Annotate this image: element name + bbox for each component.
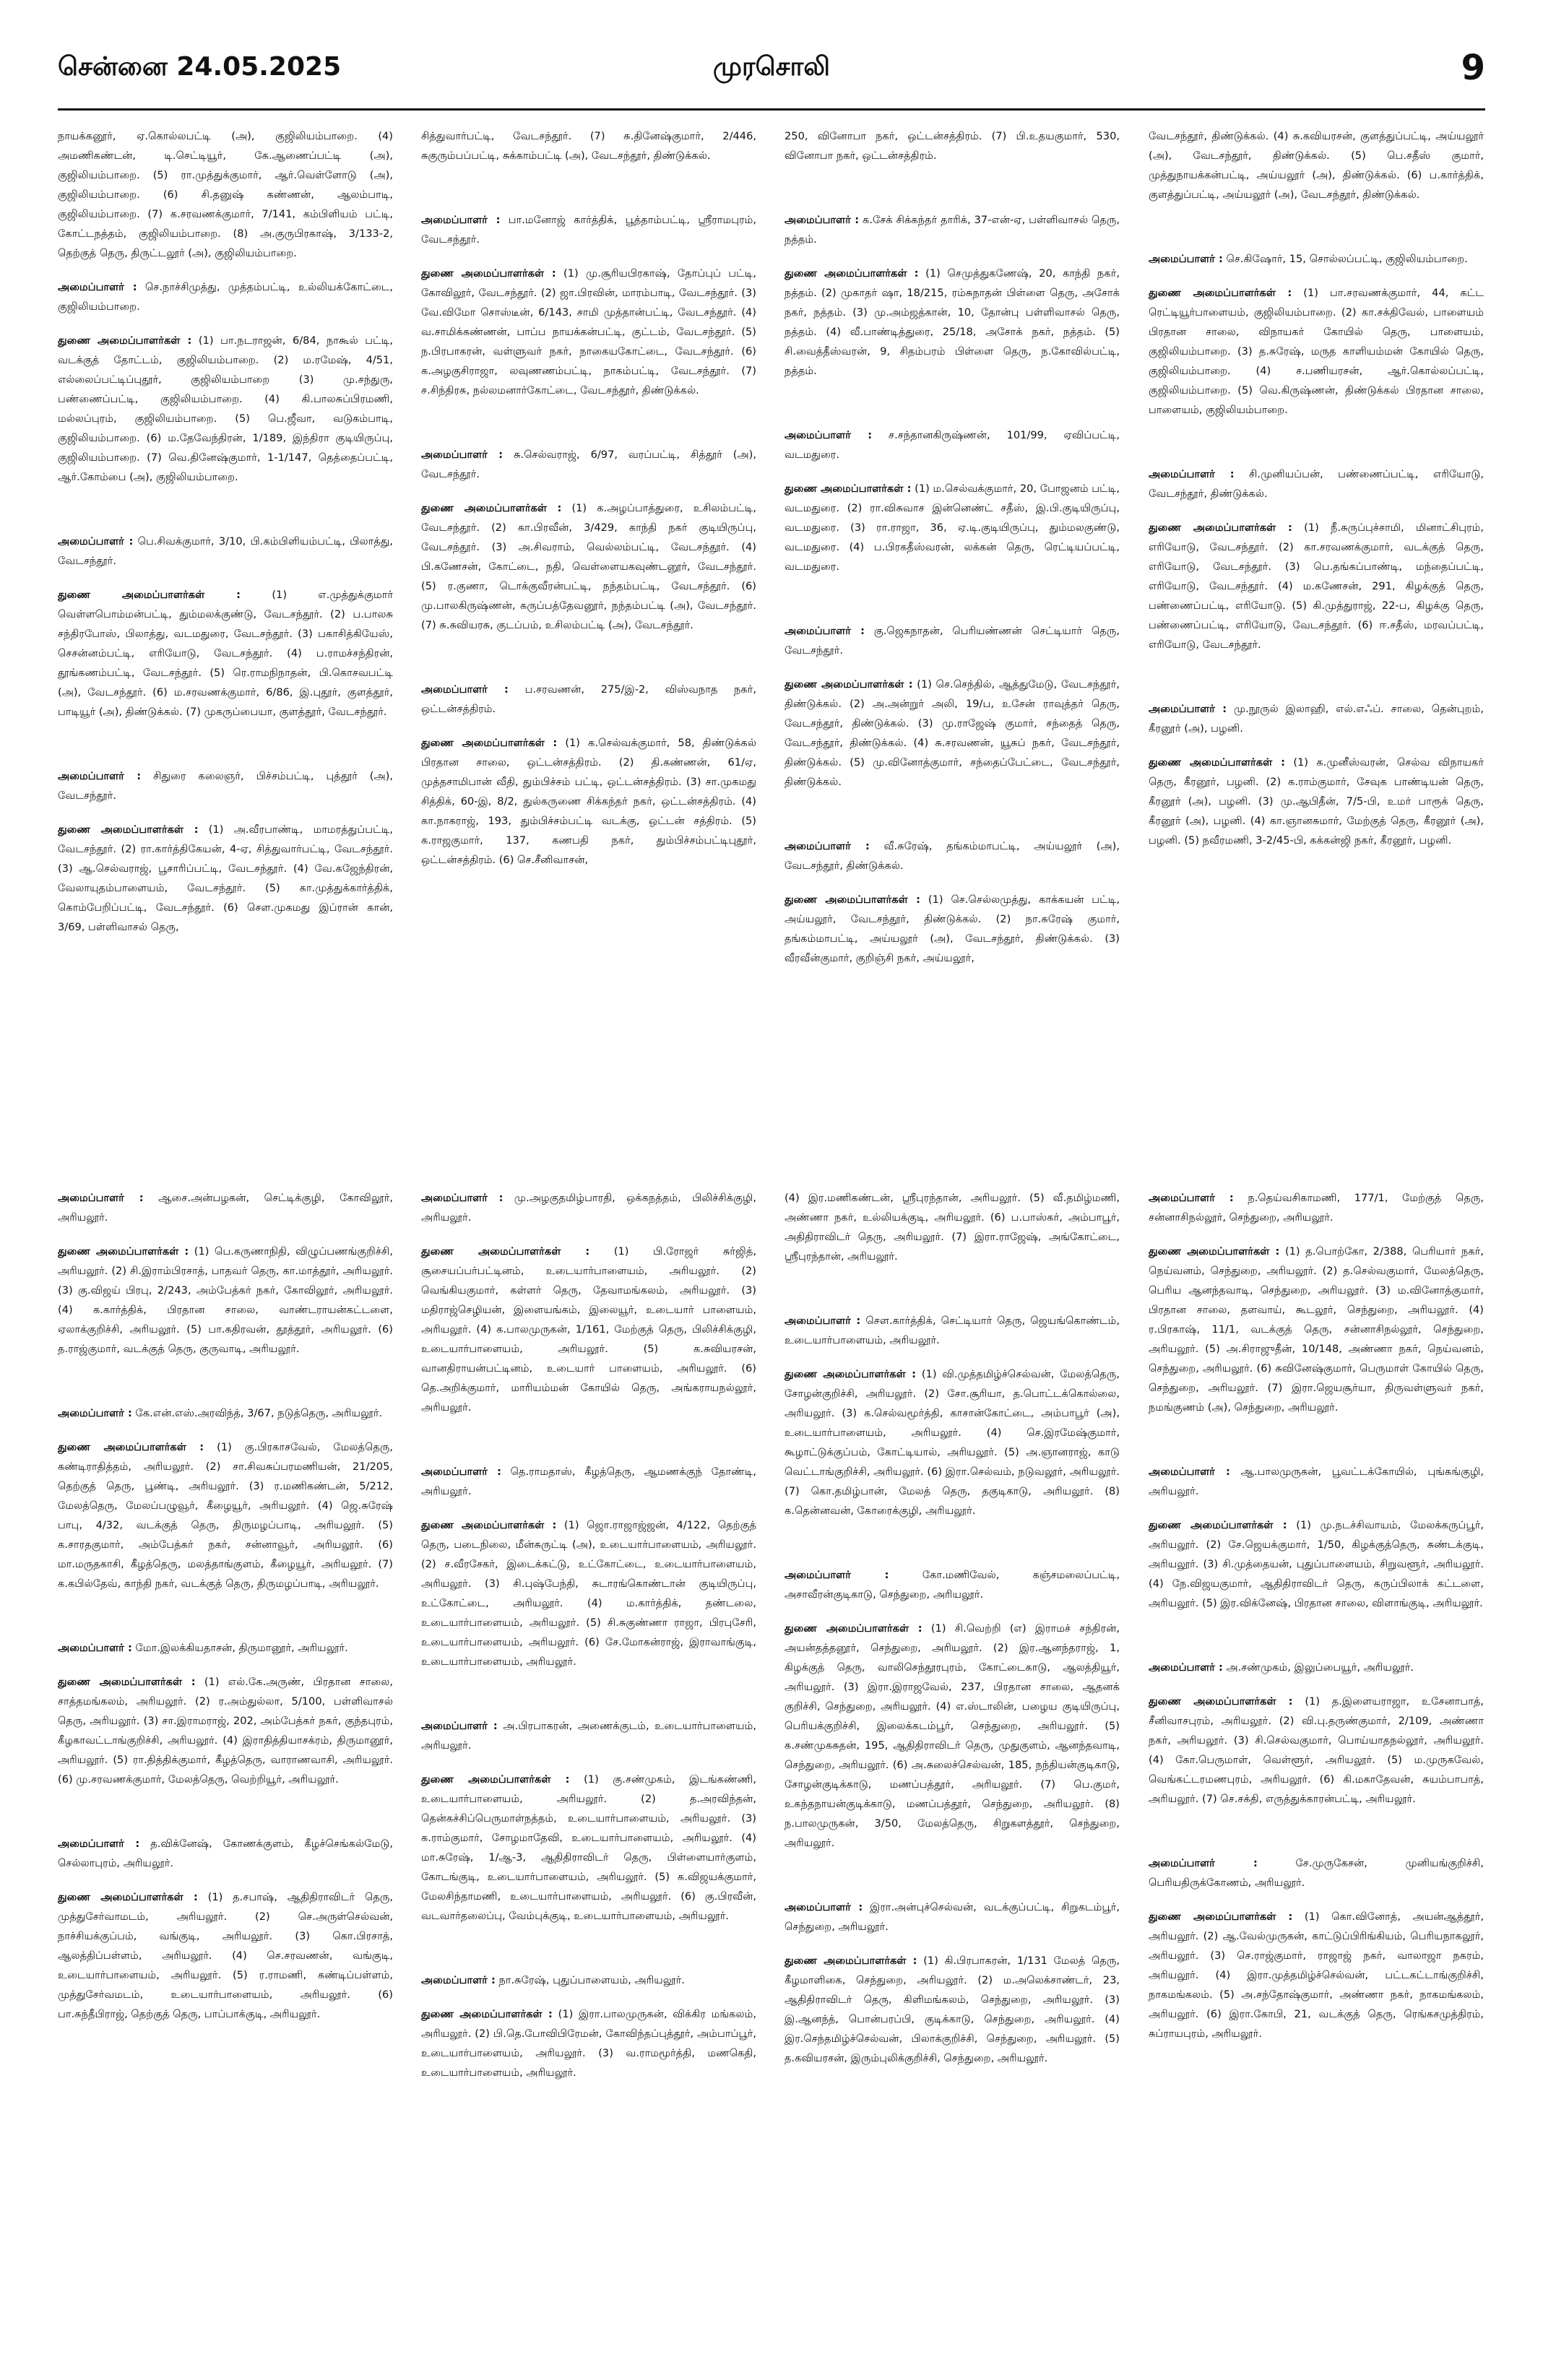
entry-label: துணை அமைப்பாளர்கள் : (421, 737, 558, 749)
entry-text: இரா.அன்புச்செல்வன், வடக்குப்பட்டி, சிறுகடம்பூர், செந்துறை, அரியலூர். (785, 1901, 1120, 1933)
entry-paragraph (1149, 1242, 1484, 1417)
entry-label: துணை அமைப்பாளர்கள் : (58, 334, 192, 347)
entry-text: நா.சுரேஷ், புதுப்பாளையம், அரியலூர். (498, 1974, 685, 1986)
entry-paragraph (1149, 1692, 1484, 1809)
entry-paragraph (1149, 518, 1484, 654)
entry-label: துணை அமைப்பாளர்கள் : (58, 1891, 198, 1903)
entry-text: (1) பி.ரோஜர் சுர்ஜித், சூசையப்பர்பட்டினம், உடையார்பாளையம், அரியலூர். (2) வெங்கியகுமார், கள்ளர் தெரு, தேவாமங்கலம், அரியலூர். (3) மதிராஜ்செழியன், இளையங்கம், இலையூர், உடையார் பாளையம், அரியலூர். (4) க.பாலமுருகன், 1/161, மேற்குத் தெரு, பிலிச்சிக்குழி, உடையார்பாளையம், அரியலூர். (5) க.சுவியரசன், வானதிராயன்பட்டினம், உடையார் பாளையம், அரியலூர். (6) தெ.அறிக்குமார், மாரியம்மன் கோயில் தெரு, அங்கராயநல்லூர், அரியலூர். (421, 1245, 756, 1414)
entry-label: அமைப்பாளர் : (1149, 703, 1227, 715)
entry-text: (1) கி.பிரபாகரன், 1/131 மேலத் தெரு, கீழமாளிகை, செந்துறை, அரியலூர். (2) ம.அலெக்சாண்டர், 23, ஆதிதிராவிடர் தெரு, கிளிமங்கலம், செந்துறை, அரியலூர். (3) இ.ஆனந்த், பொன்பரப்பி, குடிக்காடு, செந்துறை, அரியலூர். (4) இர.செந்தமிழ்ச்செல்வன், பிலாக்குறிச்சி, செந்துறை, அரியலூர். (5) த.கவியரசன், இரும்புலிக்குறிச்சி, செந்துறை, அரியலூர். (785, 1955, 1120, 2064)
entry-text: பா.மனோஜ் கார்த்திக், பூத்தாம்பட்டி, ஸ்ரீராமபுரம், வேடசந்தூர். (421, 214, 756, 246)
entry-text: (1) செ.செல்லமுத்து, காக்கயன் பட்டி, அய்யலூர், வேடசந்தூர், திண்டுக்கல். (2) நா.சுரேஷ் குமார், தங்கம்மாபட்டி, அய்யலூர் (அ), வேடசந்தூர், திண்டுக்கல். (3) வீரவீன்குமார், குறிஞ்சி நகர், அய்யலூர், (785, 893, 1120, 964)
entry-label: துணை அமைப்பாளர்கள் : (421, 1519, 557, 1531)
bottom-column-1 (58, 1188, 393, 2038)
entry-paragraph (785, 621, 1120, 660)
entry-label: துணை அமைப்பாளர்கள் : (785, 483, 912, 495)
entry-label: அமைப்பாளர் : (785, 1315, 861, 1327)
entry-label: அமைப்பாளர் : (785, 625, 865, 637)
entry-label: அமைப்பாளர் : (58, 770, 142, 782)
entry-label: அமைப்பாளர் : (58, 1407, 132, 1419)
entry-label: அமைப்பாளர் : (1149, 1466, 1230, 1478)
entry-text: தெ.ராமதாஸ், கீழத்தெரு, ஆமணக்குந் தோண்டி, அரியலூர். (421, 1466, 756, 1497)
entry-label: துணை அமைப்பாளர்கள் : (58, 1441, 204, 1453)
entry-text: (1) க.அழப்பாத்துரை, உசிலம்பட்டி, வேடசந்தூர். (2) கா.பிரவீன், 3/429, காந்தி நகர் குடியிருப்பு, வேடசந்தூர். (3) அ.சிவராம், வெல்லம்பட்டி, வேடசந்தூர். (4) பி.கணேசன், கோட்டை, நதி, வெள்ளையகவுண்டனூர், வேடசந்தூர். (5) ர.குணா, டொக்குவீரன்பட்டி, நந்தம்பட்டி, வேடசந்தூர். (6) மு.பாலகிருஷ்ணன், கருப்பத்தேவனூர், நந்தம்பட்டி (அ), வேடசந்தூர். (7) சு.சுவியரசு, குடப்பம், உசிலம்பட்டி (அ), வேடசந்தூர். (421, 502, 756, 631)
entry-paragraph (785, 1619, 1120, 1853)
entry-paragraph (785, 1188, 1120, 1266)
entry-paragraph (1149, 126, 1484, 204)
entry-text: (1) த.சபாஷ், ஆதிதிராவிடர் தெரு, முத்துசேர்வாமடம், அரியலூர். (2) செ.அருள்செல்வன், நாச்சியக்குப்பம், வங்குடி, அரியலூர். (3) கொ.பிரசாத், ஆலத்திப்பள்ளம், அரியலூர். (4) செ.சரவணன், வங்குடி, உடையார்பாளையம், அரியலூர். (5) ர.ராமணி, கண்டிப்பள்ளம், முத்துசேர்வமடம், உடையார்பாளையம், அரியலூர். (6) பா.சுந்தீபிராஜ், தெற்குத் தெரு, பாப்பாக்குடி, அரியலூர். (58, 1891, 393, 2020)
entry-text: ச.சந்தானகிருஷ்ணன், 101/99, ஏவிப்பட்டி, வடமதுரை. (785, 429, 1120, 461)
entry-paragraph (785, 1364, 1120, 1520)
entry-label: துணை அமைப்பாளர்கள் : (785, 678, 913, 691)
entry-paragraph (58, 766, 393, 805)
entry-paragraph (58, 1887, 393, 2024)
entry-label: அமைப்பாளர் : (785, 840, 870, 852)
entry-label: துணை அமைப்பாளர்கள் : (1149, 522, 1292, 534)
entry-label: துணை அமைப்பாளர்கள் : (785, 267, 919, 280)
entry-paragraph (785, 890, 1120, 968)
entry-paragraph (1149, 1515, 1484, 1613)
entry-text: (1) பா.நடராஜன், 6/84, நாகூல் பட்டி, வடக்குத் தோட்டம், குஜிலியம்பாறை. (2) ம.ரமேஷ், 4/51, எல்லைப்பட்டிப்புதூர், குஜிலியம்பாறை (3) மு.சந்துரு, பண்ணைப்பட்டி, குஜிலியம்பாறை. (4) கி.பாலசுப்பிரமணி, மல்லப்புரம், குஜிலியம்பாறை. (5) பெ.ஜீவா, வடுகம்பாடி, குஜிலியம்பாறை. (6) ம.தேவேந்திரன், 1/189, இந்திரா குடியிருப்பு, குஜிலியம்பாறை. (7) வெ.தினேஷ்குமார், 1-1/147, தெத்தைப்பட்டி, ஆர்.கோம்பை (அ), குஜிலியம்பாறை. (58, 334, 393, 483)
entry-paragraph (785, 836, 1120, 875)
entry-label: துணை அமைப்பாளர்கள் : (1149, 1911, 1293, 1923)
entry-label: அமைப்பாளர் : (1149, 1192, 1234, 1204)
entry-paragraph (421, 1242, 756, 1417)
entry-text: (1) எ.முத்துக்குமார் வெள்ளபொம்மன்பட்டி, தும்மலக்குண்டு, வேடசந்தூர். (2) ப.பாலசு சந்திரபோஸ், பிலாத்து, வடமதுரை, வேடசந்தூர். (3) பகாசித்கியேஸ், செசன்னம்பட்டி, எரியோடு, வேடசந்தூர். (4) ப.ராமச்சந்திரன், தூங்கணம்பட்டி, வேடசந்தூர். (5) ரெ.ராமநிநாதன், பி.கொசவபட்டி (அ), வேடசந்தூர். (6) ம.சரவணக்குமார், 6/86, இ.புதூர், குளத்தூர், பாடியூர் (அ), திண்டுக்கல். (7) முகருப்பையா, குளத்தூர், வேடசந்தூர். (58, 589, 393, 718)
entry-label: அமைப்பாளர் : (1149, 1661, 1223, 1674)
entry-text: நாயக்கனூர், ஏ.கொல்லபட்டி (அ), குஜிலியம்பாறை. (4) அமணிகண்டன், டி.செட்டியூர், கே.ஆணைப்பட்டி (அ), குஜிலியம்பாறை. (5) ரா.முத்துக்குமார், ஆர்.வெள்ளோடு (அ), குஜிலியம்பாறை. (6) சி.தனுஷ் கண்ணன், ஆலம்பாடி, குஜிலியம்பாறை. (7) க.சரவணக்குமார், 7/141, கம்பிளியம் பட்டி, கோட்டநத்தம், குஜிலியம்பாறை. (8) அ.குருபிரகாஷ், 3/133-2, தெற்குத் தெரு, திருட்டலூர் (அ), குஜிலியம்பாறை. (58, 130, 393, 259)
entry-paragraph (1149, 1853, 1484, 1892)
entry-label: துணை அமைப்பாளர்கள் : (58, 589, 241, 601)
entry-paragraph (1149, 283, 1484, 420)
entry-paragraph (58, 1437, 393, 1593)
entry-text: பெ.சிவக்குமார், 3/10, பி.கம்பிளியம்பட்டி, பிலாத்து, வேடசந்தூர். (58, 535, 393, 567)
entry-label: அமைப்பாளர் : (58, 535, 134, 548)
entry-text: வேடசந்தூர், திண்டுக்கல். (4) சு.கவியரசன், குளத்துப்பட்டி, அய்யலூர் (அ), வேடசந்தூர், திண்டுக்கல். (5) பெ.சதீஸ் குமார், முத்துநாயக்கன்பட்டி, அய்யலூர் (அ), திண்டுக்கல். (6) ப.கார்த்திக், குளத்துப்பட்டி, அய்யலூர் (அ), வேடசந்தூர், திண்டுக்கல். (1149, 130, 1484, 201)
entry-text: (4) இர.மணிகண்டன், ஸ்ரீபுரந்தான், அரியலூர். (5) வீ.தமிழ்மணி, அண்ணா நகர், உல்லியக்குடி, அரியலூர். (6) ப.பாஸ்கர், அம்பாபூர், அதிதிராவிடர் தெரு, அரியலூர். (7) இரா.ராஜேஷ், அங்கோட்டை, ஸ்ரீபுரந்தான், அரியலூர். (785, 1192, 1120, 1263)
entry-paragraph (58, 277, 393, 316)
entry-paragraph (58, 1834, 393, 1873)
entry-text: (1) சி.வெற்றி (எ) இராமச் சந்திரன், அயன்தத்தனூர், செந்துறை, அரியலூர். (2) இர.ஆனந்தராஜ், 1, கிழக்குத் தெரு, வாலிசெந்தூரபுரம், கோட்டைகாடு, ஆலத்தியூர், அரியலூர். (3) இரா.இராஜவேல், 237, பிரதான சாலை, ஆதனக் குறிச்சி, செந்துறை, அரியலூர். (4) எ.ஸ்டாலின், பழைய குடியிருப்பு, பெரியக்குறிச்சி, இலைக்கடம்பூர், செந்துறை, அரியலூர். (5) க.சண்முகசுதன், 195, ஆதிதிராவிடர் தெரு, முதுகுளம், ஆனந்தவாடி, செந்துறை, அரியலூர். (6) அ.சுலைச்செல்வன், 185, நந்தியன்குடிகாடு, சோழன்குடிக்காடு, மணப்பத்தூர், அரியலூர். (7) பெ.குமர், உகந்தநாயன்குடிக்காடு, மணப்பத்தூர், செந்துறை, அரியலூர். (8) ந.பாலமுருகன், 3/50, மேலத்தெரு, சிறுகளத்தூர், செந்துறை, அரியலூர். (785, 1622, 1120, 1849)
entry-paragraph (1149, 699, 1484, 738)
entry-label: அமைப்பாளர் : (421, 449, 503, 461)
entry-paragraph (421, 445, 756, 484)
entry-paragraph (58, 1242, 393, 1359)
top-section (58, 126, 1485, 1123)
entry-text: ஆ.பாலமுருகன், பூவட்டக்கோயில், புங்கங்குழி, அரியலூர். (1149, 1466, 1484, 1497)
entry-label: அமைப்பாளர் : (785, 429, 873, 441)
entry-paragraph (421, 733, 756, 870)
page-number: 9 (1461, 48, 1485, 88)
entry-label: துணை அமைப்பாளர்கள் : (421, 502, 562, 514)
entry-text: (1) நீ.சுருப்புச்சாமி, மினாட்சிபுரம், எரியோடு, வேடசந்தூர். (2) கா.சரவணக்குமார், வடக்குத் தெரு, எரியோடு, வேடசந்தூர். (3) பெ.தங்கப்பாண்டி, மந்தைப்பட்டி, எரியோடு, வேடசந்தூர். (4) ம.கணேசன், 291, கிழக்குத் தெரு, பண்ணைப்பட்டி, எரியோடு. (5) கி.முத்துராஜ், 22-ப, கிழக்கு தெரு, பண்ணைப்பட்டி, எரியோடு, வேடசந்தூர். (6) ஈ.சதீஸ், மரவப்பட்டி, எரியோடு, வேடசந்தூர். (1149, 522, 1484, 651)
entry-text: (1) ம.செல்வக்குமார், 20, போஜனம் பட்டி, வடமதுரை. (2) ரா.விசுவாச இன்னெண்ட் சதீஸ், இ.பி.குடியிருப்பு, வடமதுரை. (3) ரா.ராஜா, 36, ஏ.டி.குடியிருப்பு, தும்மலகுண்டு, வடமதுரை. (4) ப.பிரகதீஸ்வரன், லக்கன் தெரு, ரெட்டியப்பட்டி, வடமதுரை. (785, 483, 1120, 573)
newspaper-title: முரசொலி (713, 52, 830, 82)
entry-paragraph (1149, 1188, 1484, 1227)
entry-text: ப.சரவணன், 275/இ-2, விஸ்வநாத நகர், ஒட்டன்சத்திரம். (421, 683, 756, 715)
entry-label: துணை அமைப்பாளர்கள் : (1149, 1245, 1280, 1258)
entry-label: துணை அமைப்பாளர்கள் : (421, 1773, 570, 1786)
entry-paragraph (1149, 1462, 1484, 1501)
entry-paragraph (785, 425, 1120, 464)
entry-text: மோ.இலக்கியதாசன், திருமானூர், அரியலூர். (135, 1642, 348, 1654)
entry-paragraph (421, 1188, 756, 1227)
bottom-column-2 (421, 1188, 756, 2097)
entry-text: சு.செல்வராஜ், 6/97, வரப்பட்டி, சித்தூர் (அ), வேடசந்தூர். (421, 449, 756, 480)
entry-label: துணை அமைப்பாளர்கள் : (785, 893, 920, 906)
entry-label: துணை அமைப்பாளர்கள் : (785, 1955, 917, 1967)
entry-label: அமைப்பாளர் : (1149, 1857, 1258, 1869)
entry-label: துணை அமைப்பாளர்கள் : (421, 267, 556, 280)
entry-paragraph (421, 210, 756, 249)
entry-text: (1) பா.சரவணக்குமார், 44, கட்ட ரெட்டியூர்பாளையம், குஜிலியம்பாறை. (2) கா.சக்திவேல், பாளையம் பிரதான சாலை, விநாயகர் கோயில் தெரு, பாளையம், குஜிலியம்பாறை. (3) த.சுரேஷ், மருத காளியம்மன் கோயில் தெரு, குஜிலியம்பாறை. (4) ச.பணியரசன், ஆர்.கொல்லப்பட்டி, குஜிலியம்பாறை. (5) வெ.கிருஷ்ணன், திண்டுக்கல் பிரதான சாலை, பாளையம், குஜிலியம்பாறை. (1149, 287, 1484, 416)
header-rule (58, 108, 1485, 111)
top-column-4 (1149, 126, 1484, 865)
entry-paragraph (785, 264, 1120, 381)
entry-label: அமைப்பாளர் : (58, 1838, 140, 1850)
entry-text: சி.முனியப்பன், பண்ணைப்பட்டி, எரியோடு, வேடசந்தூர், திண்டுக்கல். (1149, 468, 1484, 500)
entry-text: சித்துவார்பட்டி, வேடசந்தூர். (7) சு.தினேஷ்குமார், 2/446, சுகுரும்பப்பட்டி, சுக்காம்பட்டி (அ), வேடசந்தூர், திண்டுக்கல். (421, 130, 756, 162)
entry-paragraph (58, 820, 393, 937)
entry-text: ந.தெய்வசிகாமணி, 177/1, மேற்குத் தெரு, சன்னாசிநல்லூர், செந்துறை, அரியலூர். (1149, 1192, 1484, 1224)
entry-paragraph (785, 210, 1120, 249)
entry-text: செ.நாச்சிமுத்து, முத்தம்பட்டி, உல்லியக்கோட்டை, குஜிலியம்பாறை. (58, 281, 393, 313)
entry-paragraph (1149, 1907, 1484, 2043)
entry-text: வீ.சுரேஷ், தங்கம்மாபட்டி, அய்யலூர் (அ), வேடசந்தூர், திண்டுக்கல். (785, 840, 1120, 872)
entry-paragraph (58, 1638, 393, 1658)
entry-paragraph (785, 1565, 1120, 1604)
entry-text: (1) இரா.பாலமுருகன், விக்கிர மங்கலம், அரியலூர். (2) பி.தெ.போவிபிரேமன், கோவிந்தப்புத்தூர், அம்பாப்பூர், உடையார்பாளையம், அரியலூர். (3) வ.ராமமூர்த்தி, மணகெதி, உடையார்பாளையம், அரியலூர். (421, 2008, 756, 2079)
entry-label: அமைப்பாளர் : (785, 1901, 863, 1913)
entry-label: அமைப்பாளர் : (1149, 253, 1223, 265)
entry-text: (1) மு.நடச்சிவாயம், மேலக்கருப்பூர், அரியலூர். (2) சே.ஜெயக்குமார், 1/50, கிழக்குத்தெரு, சுண்டக்குடி, அரியலூர். (3) சி.முத்தையன், புதுப்பாளையம், சிறுவளூர், அரியலூர். (4) நே.விஜயகுமார், ஆதிதிராவிடர் தெரு, கருப்பிலாக் கட்டளை, அரியலூர். (5) இர.விக்னேஷ், பிரதான சாலை, விளாங்குடி, அரியலூர். (1149, 1519, 1484, 1609)
entry-paragraph (58, 1188, 393, 1227)
entry-text: 250, வினோபா நகர், ஒட்டன்சத்திரம். (7) பி.உதயகுமார், 530, வினோபா நகர், ஒட்டன்சத்திரம். (785, 130, 1120, 162)
entry-text: (1) எல்.கே.அருண், பிரதான சாலை, சாத்தமங்கலம், அரியலூர். (2) ர.அம்துல்லா, 5/100, பள்ளிவாசல் தெரு, அரியலூர். (3) சா.இராமராஜ், 202, அம்பேத்கர் நகர், குந்தபுரம், கீழகாவட்டாங்குறிச்சி, அரியலூர். (4) இராதித்தியாசக்ரம், திருமானூர், அரியலூர். (5) ரா.தித்திக்குமார், கீழத்தெரு, வாராணவாசி, அரியலூர். (6) மு.சரவணக்குமார், மேலத்தெரு, வெற்றியூர், அரியலூர். (58, 1676, 393, 1786)
entry-label: துணை அமைப்பாளர்கள் : (58, 823, 199, 836)
entry-text: ஆசை.அன்பழகன், செட்டிக்குழி, கோவிலூர், அரியலூர். (58, 1192, 393, 1224)
entry-paragraph (58, 1403, 393, 1423)
entry-paragraph (785, 126, 1120, 165)
entry-paragraph (58, 331, 393, 487)
entry-text: (1) பெ.கருணாநிதி, விழுப்பணங்குறிச்சி, அரியலூர். (2) சி.இராம்பிரசாத், பாதவர் தெரு, கா.மாத்தூர், அரியலூர். (3) கு.விஜய் பிரபு, 2/243, அம்பேத்கர் நகர், கோவிலூர், அரியலூர். (4) க.கார்த்திக், பிரதான சாலை, வாண்டராயன்கட்டளை, ஏலாக்குறிச்சி, அரியலூர். (5) பா.கதிரவன், தூத்தூர், அரியலூர். (6) த.ராஜ்குமார், வடக்குத் தெரு, குருவாடி, அரியலூர். (58, 1245, 393, 1355)
entry-text: (1) கு.சண்முகம், இடங்கண்ணி, உடையார்பாளையம், அரியலூர். (2) த.அரவிந்தன், தென்கச்சிப்பெருமாள்நத்தம், உடையார்பாளையம், அரியலூர். (3) க.ராம்குமார், சோழமாதேவி, உடையார்பாளையம், அரியலூர். (4) மா.சுரேஷ், 1/ஆ-3, ஆதிதிராவிடர் தெரு, பிள்ளையார்குளம், கோடங்குடி, உடையார்பாளையம், அரியலூர். (5) க.விஜயக்குமார், மேலசிந்தாமணி, உடையார்பாளையம், அரியலூர். (6) கு.பிரவீன், வடவார்தலைப்பு, வேம்புக்குடி, உடையார்பாளையம், அரியலூர். (421, 1773, 756, 1922)
entry-label: அமைப்பாளர் : (58, 1642, 132, 1654)
entry-text: (1) க.முனீஸ்வரன், செல்வ விநாயகர் தெரு, கீரனூர், பழனி. (2) க.ராம்குமார், சேவுக பாண்டியன் தெரு, கீரனூர் (அ), பழனி. (3) மு.ஆபிதீன், 7/5-பி, உமர் பாரூக் தெரு, கீரனூர் (அ), பழனி. (4) கா.ஞானசுமார், மேற்குத் தெரு, கீரனூர் (அ), பழனி. (5) நவீரமணி, 3-2/45-பி, கக்கன்ஜி நகர், கீரனூர், பழனி. (1149, 756, 1484, 847)
entry-label: துணை அமைப்பாளர்கள் : (785, 1368, 916, 1380)
entry-text: (1) கொ.வினோத், அயன்ஆத்தூர், அரியலூர். (2) ஆ.வேல்முருகன், காட்டுப்பிரிங்கியம், பெரியநாகலூர், அரியலூர். (3) செ.ராஜ்குமார், ராஜாஜ் நகர், வாலாஜா நகரம், அரியலூர். (4) இரா.முத்தமிழ்ச்செல்வன், பட்டகட்டாங்குறிச்சி, நாகமங்கலம். (5) அ.சந்தோஷ்குமார், அண்ணா நகர், நாகமங்கலம், அரியலூர். (6) இரா.கோபி, 21, வடக்குத் தெரு, ரெங்கசமுத்திரம், சுப்ராயபுரம், அரியலூர். (1149, 1911, 1484, 2040)
entry-label: அமைப்பாளர் : (421, 1192, 503, 1204)
entry-text: (1) அ.வீரபாண்டி, மாமரத்துப்பட்டி, வேடசந்தூர். (2) ரா.கார்த்திகேயன், 4-ஏ, சித்துவார்பட்டி, வேடசந்தூர். (3) ஆ.செல்வராஜ், பூசாரிப்பட்டி, வேடசந்தூர். (4) வே.கஜேந்திரன், வேலாயுதம்பாளையம், வேடசந்தூர். (5) கா.முத்துக்கார்த்திக், கொம்பேறிப்பட்டி, வேடசந்தூர். (6) சௌ.முகமது இப்ரான் கான், 3/69, பள்ளிவாசல் தெரு, (58, 823, 393, 933)
entry-paragraph (421, 1462, 756, 1501)
top-column-1 (58, 126, 393, 951)
entry-label: துணை அமைப்பாளர்கள் : (421, 2008, 553, 2020)
masthead (58, 45, 1485, 103)
entry-text: (1) செ.செந்தில், ஆத்துமேடு, வேடசந்தூர், திண்டுக்கல். (2) அ.அன்றுர் அலி, 19/ப, உசேன் ராவுத்தர் தெரு, வேடசந்தூர், திண்டுக்கல். (3) மு.ராஜேஷ் குமார், சந்தைத் தெரு, வேடசந்தூர், திண்டுக்கல். (4) சு.சரவணன், யூசுப் நகர், வேடசந்தூர், திண்டுக்கல். (5) மு.வினோத்குமார், சந்தைப்பேட்டை, வேடசந்தூர், திண்டுக்கல். (785, 678, 1120, 788)
entry-paragraph (58, 126, 393, 263)
entry-paragraph (421, 1770, 756, 1926)
entry-text: (1) த.இளையராஜா, உசேனாபாத், சீனிவாசபுரம், அரியலூர். (2) வி.பு.தருண்குமார், 2/109, அண்ணா நகர், அரியலூர். (3) சி.செல்வகுமார், பொய்யாதநல்லூர், அரியலூர். (4) கோ.பெருமாள், வெள்ளூர், அரியலூர். (5) ம.முருகவேல், வெங்கட்டரமணபுரம், அரியலூர். (6) கி.மகாதேவன், சுயம்பாபாத், அரியலூர். (7) செ.சக்தி, எருத்துக்காரன்பட்டி, அரியலூர். (1149, 1695, 1484, 1805)
entry-paragraph (421, 1716, 756, 1755)
entry-paragraph (421, 1970, 756, 1990)
entry-paragraph (1149, 464, 1484, 503)
entry-paragraph (58, 585, 393, 722)
bottom-section (58, 1188, 1485, 2358)
entry-text: (1) க.செல்வக்குமார், 58, திண்டுக்கல் பிரதான சாலை, ஒட்டன்சத்திரம். (2) தி.கண்ணன், 61/ஏ, முத்தசாமிபான் வீதி, தும்பிச்சம் பட்டி, ஒட்டன்சத்திரம். (3) சா.முகமது சித்திக், 60-இ, 8/2, துல்கருணை சிக்கந்தர் நகர், ஒட்டன்சத்திரம். (4) கா.நாகராஜ், 193, தும்பிச்சம்பட்டி வடக்கு, ஒட்டன் சத்திரம். (5) க.ராஜகுமார், 137, கணபதி நகர், தும்பிச்சம்பட்டிபுதூர், ஒட்டன்சத்திரம். (6) செ.சீனிவாசன், (421, 737, 756, 866)
entry-text: கே.என்.எஸ்.அரவிந்த், 3/67, நடுத்தெரு, அரியலூர். (135, 1407, 383, 1419)
entry-text: (1) த.பொற்கோ, 2/388, பெரியார் நகர், நெய்வனம், செந்துறை, அரியலூர். (2) த.செல்வகுமார், மேலத்தெரு, பெரிய ஆனந்தவாடி, செந்துறை, அரியலூர். (3) ம.வினோத்குமார், பிரதான சாலை, தளவாய், கூடலூர், செந்துறை, அரியலூர். (4) ர.பிரகாஷ், 11/1, வடக்குத் தெரு, சன்னாசிநல்லூர், செந்துறை, அரியலூர். (5) அ.சிராஜுதீன், 10/148, அண்ணா நகர், நெய்வனம், செந்துறை, அரியலூர். (6) சுவினேஷ்குமார், பெருமாள் கோயில் தெரு, செந்துறை, அரியலூர். (7) இரா.ஜெயசூர்யா, திருவள்ளுவர் நகர், நமங்குணம் (அ), செந்துறை, அரியலூர். (1149, 1245, 1484, 1414)
entry-label: துணை அமைப்பாளர்கள் : (421, 1245, 590, 1258)
top-column-3 (785, 126, 1120, 982)
entry-paragraph (785, 1897, 1120, 1937)
entry-paragraph (785, 1951, 1120, 2068)
entry-paragraph (58, 1672, 393, 1789)
top-column-2 (421, 126, 756, 884)
entry-label: அமைப்பாளர் : (785, 1569, 889, 1581)
entry-paragraph (421, 264, 756, 400)
entry-label: அமைப்பாளர் : (421, 1974, 496, 1986)
entry-text: மு.நூருல் இலாஹி, எல்.எஃப். சாலை, தென்புறம், கீரனூர் (அ), பழனி. (1149, 703, 1484, 735)
entry-text: (1) வி.முத்தமிழ்ச்செல்வன், மேலத்தெரு, சோழன்குறிச்சி, அரியலூர். (2) சோ.சூரியா, த.பொட்டக்கொல்லை, அரியலூர். (3) க.செல்வமூர்த்தி, காசான்கோட்டை, அம்பாபூர் (அ), உடையார்பாளையம், அரியலூர். (4) செ.இரமேஷ்குமார், கூழாட்டுக்குப்பம், கோட்டியால், அரியலூர். (5) அ.ஞானராஜ், காடு வெட்டாங்குறிச்சி, அரியலூர். (6) இரா.செல்வம், நடுவலூர், அரியலூர். (7) கொ.தமிழ்பான், மேலத் தெரு, தகுடிகாடு, அரியலூர். (8) க.தென்னவன், கோரைக்குழி, அரியலூர். (785, 1368, 1120, 1517)
entry-paragraph (785, 675, 1120, 792)
entry-label: துணை அமைப்பாளர்கள் : (1149, 1519, 1287, 1531)
entry-text: சிதுரை கலைஞர், பிச்சம்பட்டி, புத்தூர் (அ), வேடசந்தூர். (58, 770, 393, 802)
entry-paragraph (785, 1311, 1120, 1350)
entry-label: அமைப்பாளர் : (421, 1466, 501, 1478)
entry-paragraph (1149, 1658, 1484, 1677)
entry-label: அமைப்பாளர் : (421, 214, 501, 226)
entry-text: கு.ஜெகநாதன், பெரியண்ணன் செட்டியார் தெரு, வேடசந்தூர். (785, 625, 1120, 657)
entry-text: செள.கார்த்திக், செட்டியார் தெரு, ஜெயங்கொண்டம், உடையார்பாளையம், அரியலூர். (785, 1315, 1120, 1346)
entry-text: (1) செமுத்துகணேஷ், 20, காந்தி நகர், நத்தம். (2) முகாதர் ஷா, 18/215, ரம்சுநாதன் பிள்ளை தெரு, அசோக் நகர், நத்தம். (3) மு.அம்ஜத்கான், 10, தோன்பு பள்ளிவாசல் தெரு, நத்தம். (4) வீ.பாண்டித்துரை, 25/18, அசோக் நகர், நத்தம். (5) சி.வைத்தீஸ்வரன், 9, சிதம்பரம் பிள்ளை தெரு, ந.கோவில்பட்டி, நத்தம். (785, 267, 1120, 377)
entry-text: செ.கிஷோர், 15, சொல்லப்பட்டி, குஜிலியம்பாறை. (1226, 253, 1468, 265)
bottom-column-3 (785, 1188, 1120, 2082)
entry-text: அ.சண்முகம், இலுப்பையூர், அரியலூர். (1226, 1661, 1414, 1674)
entry-text: (1) ஜொ.ராஜாஜ்ஜன், 4/122, தெற்குத் தெரு, படைநிலை, மீன்சுருட்டி (அ), உடையார்பாளையம், அரியலூர். (2) ச.வீரசேகர், இடைக்கட்டு, உட்கோட்டை, உடையார்பாளையம், அரியலூர். (3) சி.புஷ்பேந்தி, சுடாரங்கொண்டான் குடியிருப்பு, உட்கோட்டை, அரியலூர். (4) ம.கார்த்திக், தண்டலை, உடையார்பாளையம், அரியலூர். (5) சி.சுகுண்ணா ராஜா, பிரபுசேரி, உடையார்பாளையம், அரியலூர். (6) சே.மோகன்ராஜ், இராவாங்குடி, உடையார்பாளையம், அரியலூர். (421, 1519, 756, 1668)
entry-paragraph (58, 532, 393, 571)
entry-label: அமைப்பாளர் : (785, 214, 860, 226)
entry-label: துணை அமைப்பாளர்கள் : (785, 1622, 922, 1635)
edition-date: சென்னை 24.05.2025 (58, 52, 342, 82)
entry-paragraph (1149, 753, 1484, 850)
entry-label: துணை அமைப்பாளர்கள் : (58, 1245, 189, 1258)
entry-label: அமைப்பாளர் : (58, 1192, 144, 1204)
entry-text: அ.பிரபாகரன், அணைக்குடம், உடையார்பாளையம், அரியலூர். (421, 1720, 756, 1752)
entry-label: துணை அமைப்பாளர்கள் : (1149, 756, 1285, 769)
entry-label: அமைப்பாளர் : (1149, 468, 1235, 480)
entry-label: துணை அமைப்பாளர்கள் : (58, 1676, 196, 1688)
bottom-column-4 (1149, 1188, 1484, 2058)
entry-paragraph (421, 680, 756, 719)
entry-text: க.சேக் சிக்கந்தர் தாரிக், 37-என்-ஏ, பள்ளிவாசல் தெரு, நத்தம். (785, 214, 1120, 246)
entry-paragraph (1149, 249, 1484, 269)
entry-text: த.விக்னேஷ், கோணக்குளம், கீழச்செங்கல்மேடு, செல்லாபுரம், அரியலூர். (58, 1838, 393, 1869)
entry-text: மு.அழகுதமிழ்பாரதி, ஒக்கநத்தம், பிலிச்சிக்குழி, அரியலூர். (421, 1192, 756, 1224)
entry-label: அமைப்பாளர் : (58, 281, 137, 293)
entry-text: (1) மு.சூரியபிரகாஷ், தோப்புப் பட்டி, கோவிலூர், வேடசந்தூர். (2) ஜா.பிரவின், மாரம்பாடி, வேடசந்தூர். (3) வே.விமோ சொஸ்டீன், 6/143, சாமி முத்தான்பட்டி, வேடசந்தூர். (4) வ.சாமிக்கண்ணன், பாப்ப நாயக்கன்பட்டி, குட்டம், வேடசந்தூர். (5) ந.பிரபாகரன், வள்ளுவர் நகர், நாகையகோட்டை, வேடசந்தூர். (6) க.அழகுசிராஜா, லவுணணம்பட்டி, நாகம்பட்டி, வேடசந்தூர். (7) ச.சிந்திரசு, நல்லமனார்கோட்டை, வேடசந்தூர், திண்டுக்கல். (421, 267, 756, 397)
entry-paragraph (421, 1515, 756, 1671)
entry-label: அமைப்பாளர் : (421, 683, 509, 696)
entry-label: துணை அமைப்பாளர்கள் : (1149, 1695, 1293, 1708)
entry-paragraph (421, 2004, 756, 2082)
entry-label: அமைப்பாளர் : (421, 1720, 498, 1732)
entry-paragraph (421, 498, 756, 635)
entry-text: (1) கு.பிரகாசவேல், மேலத்தெரு, கண்டிராதித்தம், அரியலூர். (2) சா.சிவசுப்பரமணியன், 21/205, தெற்குத் தெரு, பூண்டி, அரியலூர். (3) ர.மணிகண்டன், 5/212, மேலத்தெரு, மேலப்பழுவூர், கீழையூர், அரியலூர். (4) ஜெ.சுரேஷ் பாபு, 4/32, வடக்குத் தெரு, திருமழப்பாடி, அரியலூர். (5) க.சாரதகுமார், அம்பேத்கர் நகர், சன்னாவூர், அரியலூர். (6) மா.மருதகாசி, கீழத்தெரு, மலத்தாங்குளம், கீழையூர், அரியலூர். (7) க.கபில்தேவ், காந்தி நகர், வடக்குத் தெரு, திருமழப்பாடி, அரியலூர். (58, 1441, 393, 1590)
entry-text: கோ.மணிவேல், கஞ்சமலைப்பட்டி, அசாவீரன்குடிகாடு, செந்துறை, அரியலூர். (785, 1569, 1120, 1601)
entry-text: சே.முருகேசன், முனியங்குறிச்சி, பெரியதிருக்கோணம், அரியலூர். (1149, 1857, 1484, 1889)
entry-label: துணை அமைப்பாளர்கள் : (1149, 287, 1292, 299)
entry-paragraph (785, 479, 1120, 576)
entry-paragraph (421, 126, 756, 165)
